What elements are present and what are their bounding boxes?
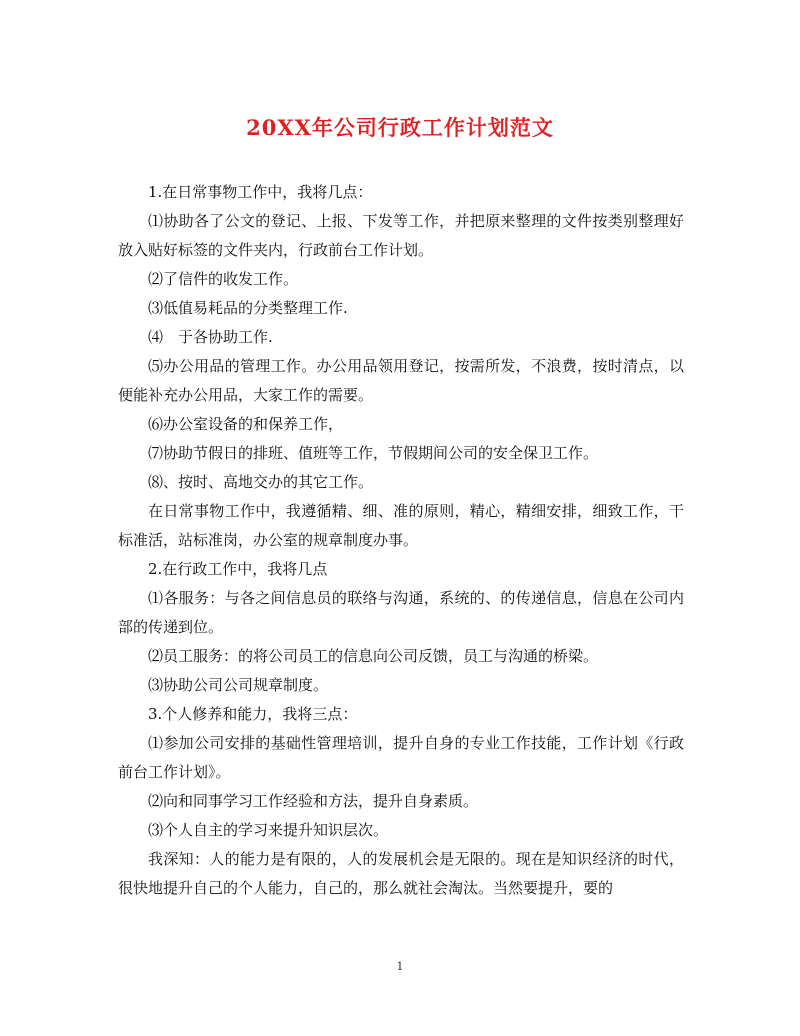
paragraph-17: ⑵向和同事学习工作经验和方法，提升自身素质。 xyxy=(148,792,479,810)
paragraph-7: ⑹办公室设备的和保养工作， xyxy=(148,415,344,433)
paragraph-13: ⑵员工服务：的将公司员工的信息向公司反馈，员工与沟通的桥梁。 xyxy=(148,647,599,665)
paragraph-2: ⑴协助各了公文的登记、上报、下发等工作，并把原来整理的文件按类别整理好放入贴好标签的文件夹内，行政前台工作计划。 xyxy=(118,212,684,259)
paragraph-10: 在日常事物工作中，我遵循精、细、准的原则，精心，精细安排，细致工作，干标准活，站标准岗，办公室的规章制度办事。 xyxy=(118,502,684,549)
paragraph-8: ⑺协助节假日的排班、值班等工作，节假期间公司的安全保卫工作。 xyxy=(148,444,599,462)
document-body xyxy=(118,178,684,903)
paragraph-18: ⑶个人自主的学习来提升知识层次。 xyxy=(148,821,389,839)
paragraph-3: ⑵了信件的收发工作。 xyxy=(148,270,299,288)
paragraph-15: 3.个人修养和能力，我将三点： xyxy=(148,705,358,723)
document-title: 20XX年公司行政工作计划范文 xyxy=(246,115,554,140)
paragraph-4: ⑶低值易耗品的分类整理工作. xyxy=(148,299,348,317)
paragraph-11: 2.在行政工作中，我将几点 xyxy=(148,560,328,578)
paragraph-1: 1.在日常事物工作中，我将几点： xyxy=(148,183,373,201)
paragraph-6: ⑸办公用品的管理工作。办公用品领用登记，按需所发，不浪费，按时清点，以便能补充办公用品，大家工作的需要。 xyxy=(118,357,684,404)
paragraph-16: ⑴参加公司安排的基础性管理培训，提升自身的专业工作技能，工作计划《行政前台工作计划》。 xyxy=(118,734,684,781)
paragraph-19: 我深知：人的能力是有限的，人的发展机会是无限的。现在是知识经济的时代，很快地提升自己的个人能力，自己的，那么就社会淘汰。当然要提升，要的 xyxy=(118,850,684,897)
paragraph-12: ⑴各服务：与各之间信息员的联络与沟通，系统的、的传递信息，信息在公司内部的传递到位。 xyxy=(118,589,684,636)
paragraph-5: ⑷ 于各协助工作. xyxy=(148,328,273,346)
paragraph-14: ⑶协助公司公司规章制度。 xyxy=(148,676,329,694)
page-number: 1 xyxy=(396,960,404,973)
paragraph-9: ⑻、按时、高地交办的其它工作。 xyxy=(148,473,374,491)
